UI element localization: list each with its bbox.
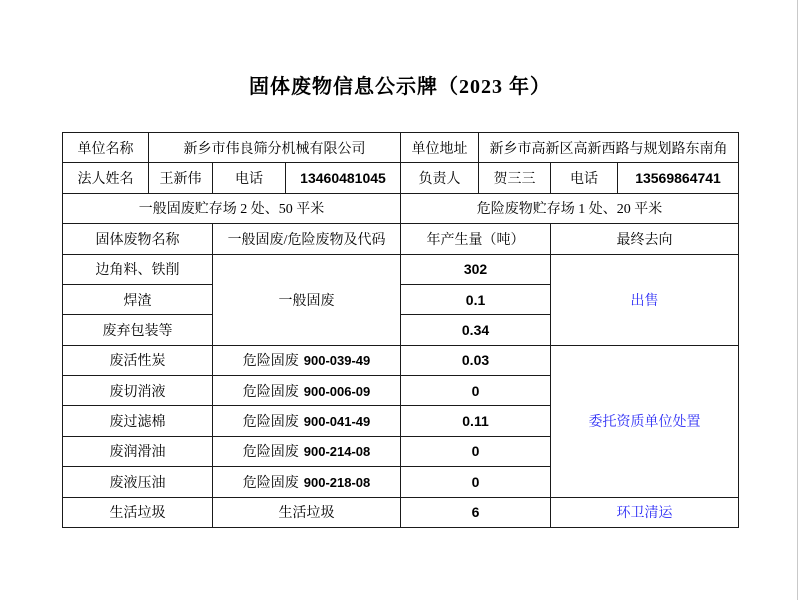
waste-name-cell: 边角料、铁削 (63, 254, 213, 284)
waste-info-table (62, 132, 739, 528)
code-number: 900-218-08 (303, 474, 371, 490)
code-type: 危险固废 (242, 354, 299, 370)
table-row (63, 254, 739, 284)
code-number: 900-214-08 (303, 444, 371, 460)
waste-code-cell (213, 376, 401, 406)
general-code-cell: 一般固废 (213, 254, 401, 345)
code-number: 900-006-09 (303, 383, 371, 399)
row-headers (63, 224, 739, 254)
header-destination: 最终去向 (551, 224, 739, 254)
waste-code-cell (213, 436, 401, 466)
amount-cell: 302 (401, 254, 551, 284)
amount-cell: 0.03 (401, 345, 551, 375)
phone-value-1: 13460481045 (286, 163, 401, 193)
code-type: 危险固废 (242, 475, 299, 491)
table-row (63, 345, 739, 375)
page-title: 固体废物信息公示牌（2023 年） (249, 76, 551, 98)
code-number: 900-039-49 (303, 353, 371, 369)
responsible-label: 负责人 (401, 163, 479, 193)
legal-name-value: 王新伟 (149, 163, 213, 193)
hazard-storage-cell: 危险废物贮存场 1 处、20 平米 (401, 193, 739, 223)
waste-name-cell: 废弃包装等 (63, 315, 213, 345)
phone-label-1: 电话 (213, 163, 286, 193)
phone-label-2: 电话 (551, 163, 618, 193)
waste-name-cell: 废过滤棉 (63, 406, 213, 436)
amount-cell: 0 (401, 376, 551, 406)
amount-cell: 0.34 (401, 315, 551, 345)
table-row (63, 497, 739, 528)
code-type: 危险固废 (242, 384, 299, 400)
waste-code-cell (213, 345, 401, 375)
unit-addr-label: 单位地址 (401, 133, 479, 163)
unit-name-label: 单位名称 (63, 133, 149, 163)
page-edge-line (797, 0, 798, 600)
waste-name-cell: 废活性炭 (63, 345, 213, 375)
phone-value-2: 13569864741 (618, 163, 739, 193)
header-waste-name: 固体废物名称 (63, 224, 213, 254)
general-dest-cell: 出售 (551, 254, 739, 345)
code-type: 危险固废 (242, 415, 299, 431)
waste-code-cell (213, 467, 401, 497)
waste-name-cell: 废液压油 (63, 467, 213, 497)
household-dest-cell: 环卫清运 (551, 497, 739, 528)
header-waste-code: 一般固废/危险废物及代码 (213, 224, 401, 254)
general-storage-cell: 一般固废贮存场 2 处、50 平米 (63, 193, 401, 223)
waste-code-cell: 生活垃圾 (213, 497, 401, 528)
amount-cell: 0 (401, 436, 551, 466)
waste-name-cell: 焊渣 (63, 284, 213, 314)
unit-addr-value: 新乡市高新区高新西路与规划路东南角 (479, 133, 739, 163)
amount-cell: 0.11 (401, 406, 551, 436)
hazard-dest-cell: 委托资质单位处置 (551, 345, 739, 497)
row-contacts (63, 163, 739, 193)
responsible-value: 贺三三 (479, 163, 551, 193)
legal-name-label: 法人姓名 (63, 163, 149, 193)
waste-name-cell: 废切消液 (63, 376, 213, 406)
code-number: 900-041-49 (303, 414, 371, 430)
amount-cell: 0 (401, 467, 551, 497)
waste-code-cell (213, 406, 401, 436)
code-type: 危险固废 (242, 445, 299, 461)
header-annual-amount: 年产生量（吨） (401, 224, 551, 254)
unit-name-value: 新乡市伟良筛分机械有限公司 (149, 133, 401, 163)
row-unit-info (63, 133, 739, 163)
row-storage (63, 193, 739, 223)
amount-cell: 6 (401, 497, 551, 528)
waste-name-cell: 生活垃圾 (63, 497, 213, 528)
waste-name-cell: 废润滑油 (63, 436, 213, 466)
amount-cell: 0.1 (401, 284, 551, 314)
